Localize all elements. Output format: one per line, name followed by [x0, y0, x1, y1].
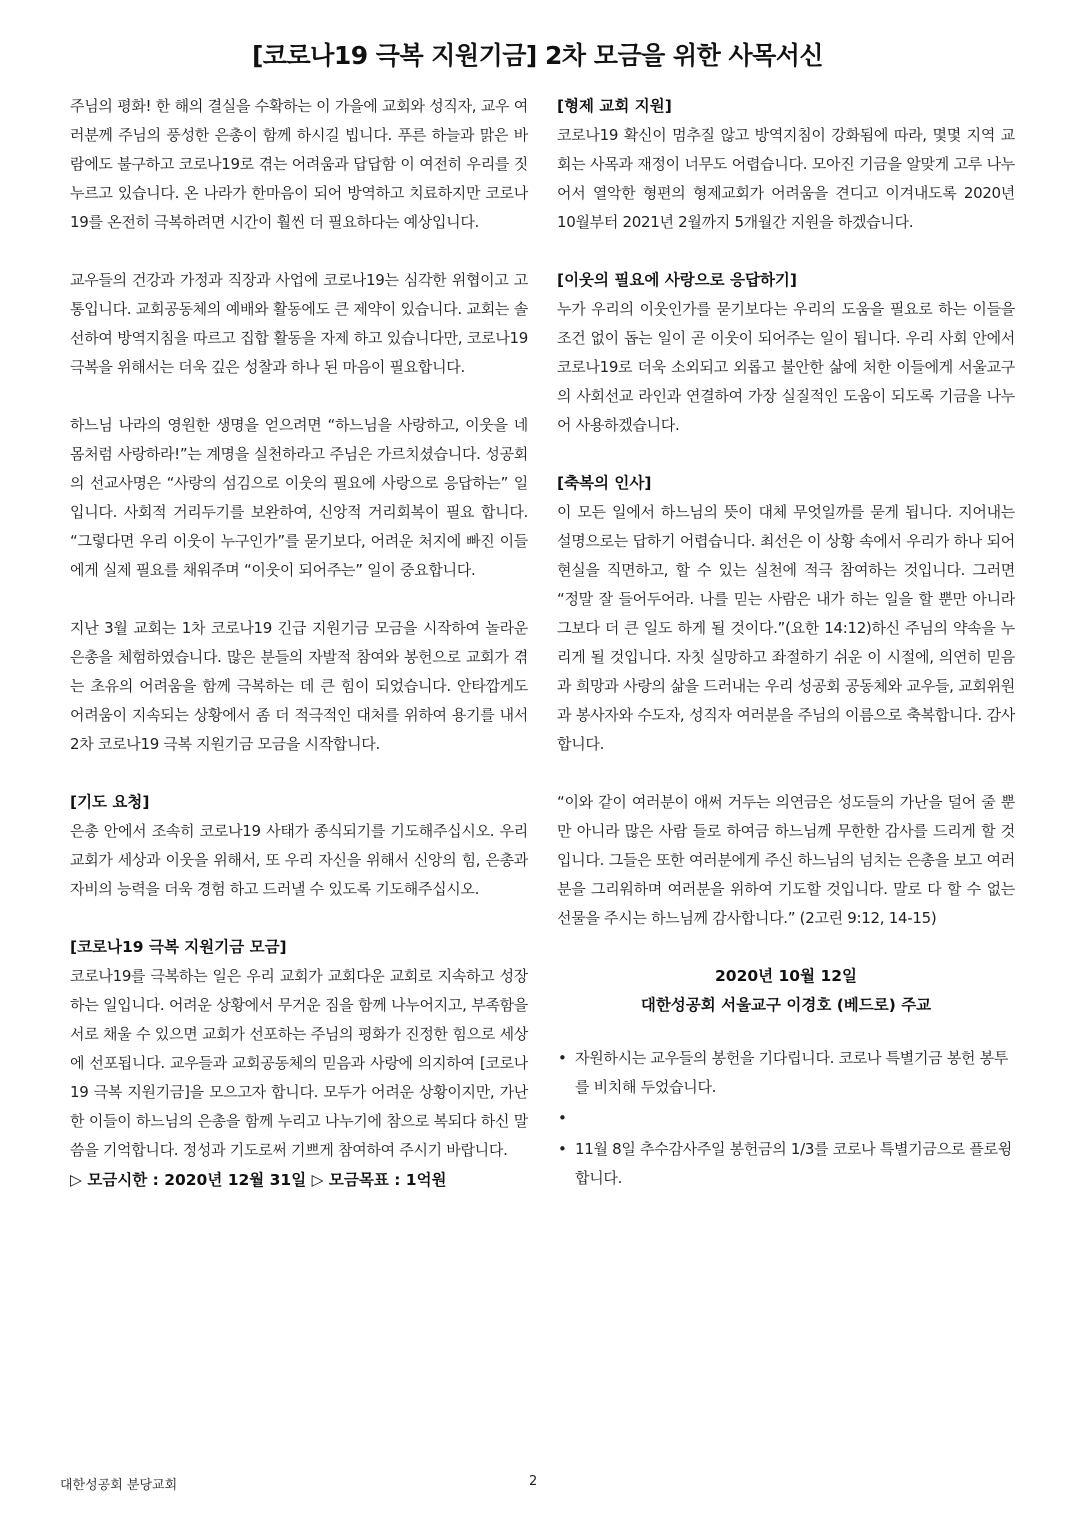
fund-paragraph: 코로나19를 극복하는 일은 우리 교회가 교회다운 교회로 지속하고 성장하는 일입니다. 어려운 상황에서 무거운 짐을 함께 나누어지고, 부족함을 서로 채울 수 있으면 교회가 선포하는 주님의 평화가 진정한 힘으로 세상에 선포됩니다. 교우들과 교회공동체의 믿음과 사랑에 의지하여 [코로나19 극복 지원기금]을 모으고자 합니다. 모두가 어려운 상황이지만, 가난한 이들이 하느님의 은총을 함께 누리고 나누기에 참으로 복되다 하신 말씀을 기억합니다. 정성과 기도로써 기쁘게 참여하여 주시기 바랍니다. — [70, 967, 528, 1159]
right-column — [557, 92, 1015, 1195]
signature-name: 대한성공회 서울교구 이경호 (베드로) 주교 — [640, 996, 932, 1014]
signature-date: 2020년 10월 12일 — [715, 967, 857, 985]
fundraising-start-paragraph: 지난 3월 교회는 1차 코로나19 긴급 지원기금 모금을 시작하여 놀라운 은총을 체험하였습니다. 많은 분들의 자발적 참여와 봉헌으로 교회가 겪는 초유의 어려움을 함께 극복하는 데 큰 힘이 되었습니다. 안타깝게도 어려움이 지속되는 상황에서 좀 더 적극적인 대처를 위하여 용기를 내서 2차 코로나19 극복 지원기금 모금을 시작합니다. — [70, 619, 528, 753]
sister-church-support-heading: [형제 교회 지원] — [557, 97, 672, 115]
signature-block — [557, 962, 1015, 1020]
prayer-request-paragraph: 은총 안에서 조속히 코로나19 사태가 종식되기를 기도해주십시오. 우리 교회가 세상과 이웃을 위해서, 또 우리 자신을 위해서 신앙의 힘, 은총과 자비의 능력을 더욱 경험 하고 드러낼 수 있도록 기도해주십시오. — [70, 822, 528, 898]
threat-paragraph: 교우들의 건강과 가정과 직장과 사업에 코로나19는 심각한 위협이고 고통입니다. 교회공동체의 예배와 활동에도 큰 제약이 있습니다. 교회는 솔선하여 방역지침을 따르고 집합 활동을 자제 하고 있습니다만, 코로나19 극복을 위해서는 더욱 깊은 성찰과 하나 된 마음이 필요합니다. — [70, 271, 528, 376]
blessing-heading: [축복의 인사] — [557, 474, 652, 492]
left-column — [70, 92, 528, 1195]
greeting-paragraph: 주님의 평화! 한 해의 결실을 수확하는 이 가을에 교회와 성직자, 교우 여러분께 주님의 풍성한 은총이 함께 하시길 빕니다. 푸른 하늘과 맑은 바람에도 불구하고 코로나19로 겪는 어려움과 답답함 이 여전히 우리를 짓누르고 있습니다. 온 나라가 한마음이 되어 방역하고 치료하지만 코로나 19를 온전히 극복하려면 시간이 훨씬 더 필요하다는 예상입니다. — [70, 97, 528, 231]
page-title: [코로나19 극복 지원기금] 2차 모금을 위한 사목서신 — [251, 41, 824, 70]
blessing-paragraph: 이 모든 일에서 하느님의 뜻이 대체 무엇일까를 묻게 됩니다. 지어내는 설명으로는 답하기 어렵습니다. 최선은 이 상황 속에서 우리가 하나 되어 현실을 직면하고, 할 수 있는 실천에 적극 참여하는 것입니다. 그러면 “정말 잘 들어두어라. 나를 믿는 사람은 내가 하는 일을 할 뿐만 아니라 그보다 더 큰 일도 하게 될 것이다.”(요한 14:12)하신 주님의 약속을 누리게 될 것입니다. 자칫 실망하고 좌절하기 쉬운 이 시절에, 의연히 믿음과 희망과 사랑의 삶을 드러내는 우리 성공회 공동체와 교우들, 교회위원과 봉사자와 수도자, 성직자 여러분을 주님의 이름으로 축복합니다. 감사합니다. — [557, 503, 1015, 753]
fund-deadline-goal: ▷ 모금시한 : 2020년 12월 31일 ▷ 모금목표 : 1억원 — [70, 1171, 447, 1189]
list-item: • 자원하시는 교우들의 봉헌을 기다립니다. 코로나 특별기금 봉헌 봉투를 비치해 두었습니다. — [557, 1044, 1015, 1102]
footer-church-name: 대한성공회 분당교회 — [60, 1478, 178, 1493]
list-item — [557, 1104, 1015, 1133]
prayer-request-heading: [기도 요청] — [70, 793, 150, 811]
commandment-paragraph: 하느님 나라의 영원한 생명을 얻으려면 “하느님을 사랑하고, 이웃을 네 몸처럼 사랑하라!”는 계명을 실천하라고 주님은 가르치셨습니다. 성공회의 선교사명은 “사랑의 섬김으로 이웃의 필요에 사랑으로 응답하는” 일입니다. 사회적 거리두기를 보완하여, 신앙적 거리회복이 필요 합니다. “그렇다면 우리 이웃이 누구인가”를 묻기보다, 어려운 처지에 빠진 이들에게 실제 필요를 채워주며 “이웃이 되어주는” 일이 중요합니다. — [70, 416, 528, 579]
neighbor-response-paragraph: 누가 우리의 이웃인가를 묻기보다는 우리의 도움을 필요로 하는 이들을 조건 없이 돕는 일이 곧 이웃이 되어주는 일이 됩니다. 우리 사회 안에서 코로나19로 더욱 소외되고 외롭고 불안한 삶에 처한 이들에게 서울교구의 사회선교 라인과 연결하여 가장 실질적인 도움이 되도록 기금을 나누어 사용하겠습니다. — [557, 300, 1015, 434]
scripture-quote: “이와 같이 여러분이 애써 거두는 의연금은 성도들의 가난을 덜어 줄 뿐만 아니라 많은 사람 들로 하여금 하느님께 무한한 감사를 드리게 할 것입니다. 그들은 또한 여러분에게 주신 하느님의 넘치는 은총을 보고 여러분을 그리워하며 여러분을 위하여 기도할 것입니다. 말로 다 할 수 없는 선물을 주시는 하느님께 감사합니다.” (2고린 9:12, 14-15) — [557, 793, 1015, 927]
fund-heading: [코로나19 극복 지원기금 모금] — [70, 938, 287, 956]
list-item: • 11월 8일 추수감사주일 봉헌금의 1/3를 코로나 특별기금으로 플로윙합니다. — [557, 1135, 1015, 1193]
sister-church-support-paragraph: 코로나19 확신이 멈추질 않고 방역지침이 강화됨에 따라, 몇몇 지역 교회는 사목과 재정이 너무도 어렵습니다. 모아진 기금을 알맞게 고루 나누어서 열악한 형편의 형제교회가 어려움을 견디고 이겨내도록 2020년 10월부터 2021년 2월까지 5개월간 지원을 하겠습니다. — [557, 126, 1015, 231]
notice-list — [557, 1044, 1015, 1193]
page-number: 2 — [529, 1474, 538, 1489]
neighbor-response-heading: [이웃의 필요에 사랑으로 응답하기] — [557, 271, 797, 289]
